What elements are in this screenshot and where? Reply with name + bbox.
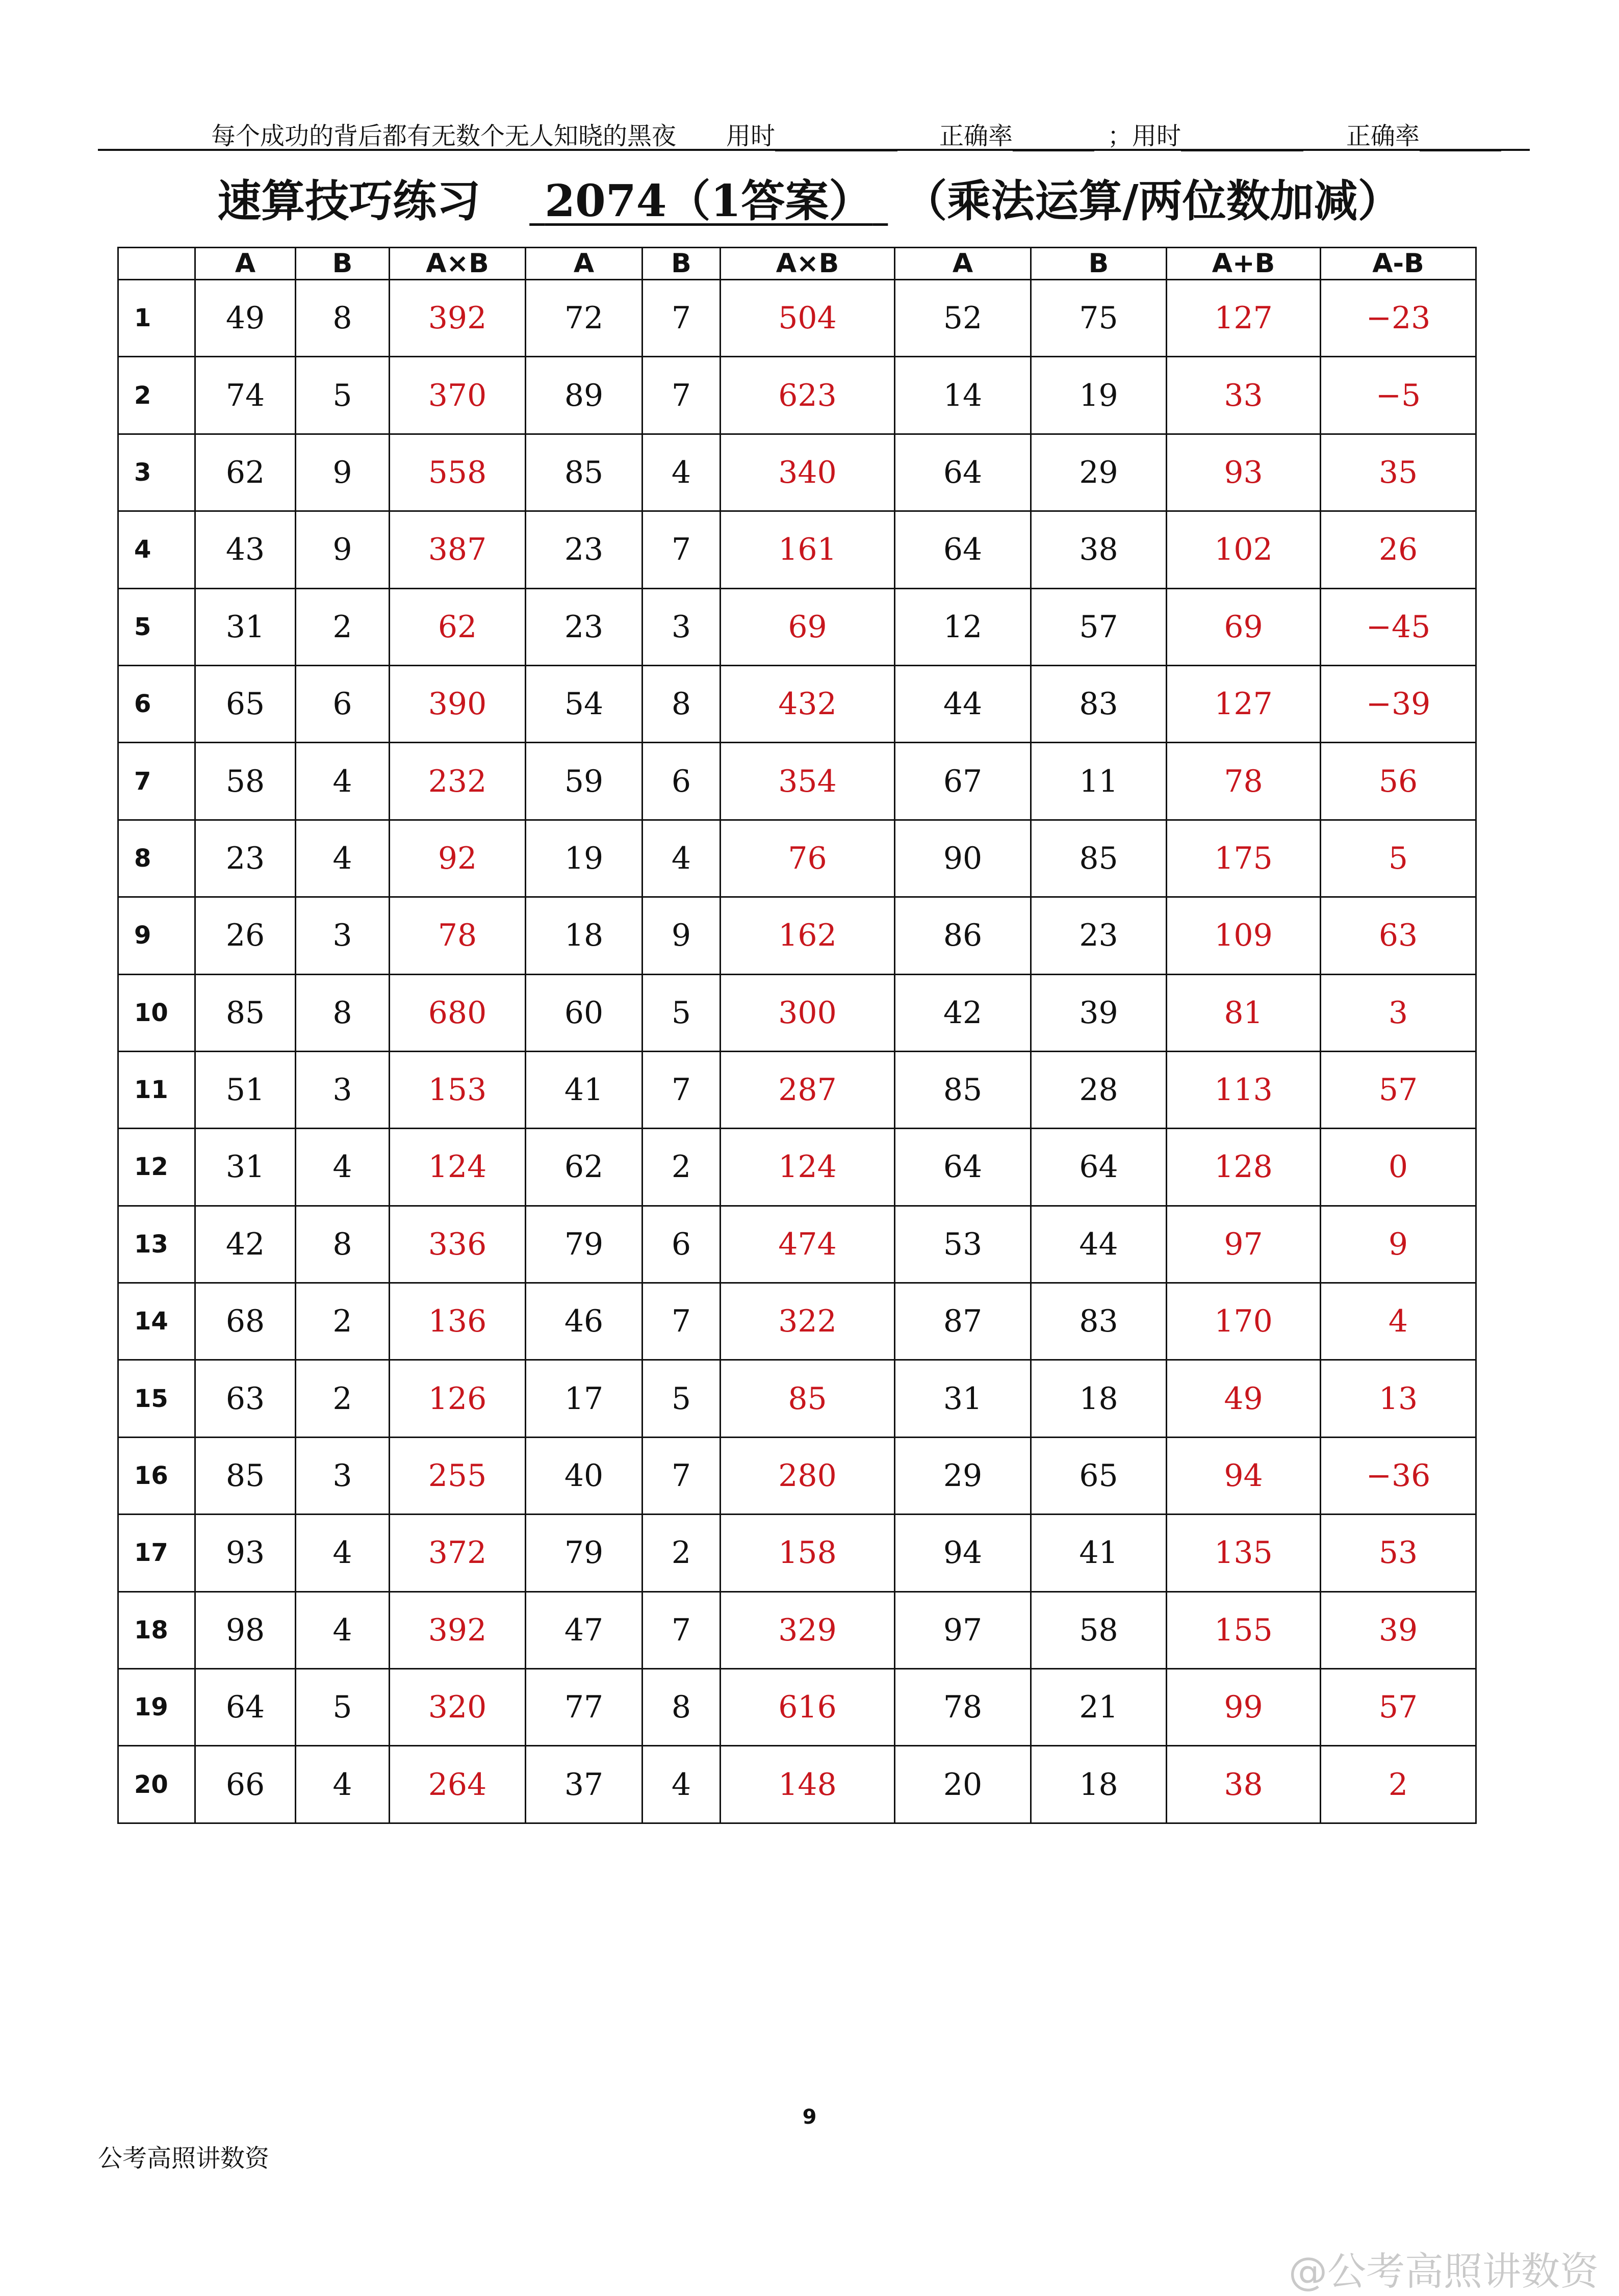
operand-cell: 21 <box>1031 1669 1167 1746</box>
table-row <box>118 665 1476 742</box>
operand-cell: 98 <box>195 1591 296 1668</box>
answer-cell: 680 <box>390 974 526 1051</box>
row-number: 4 <box>118 511 195 588</box>
operand-cell: 52 <box>895 280 1031 357</box>
answer-cell: 390 <box>390 665 526 742</box>
row-number: 15 <box>118 1360 195 1437</box>
operand-cell: 63 <box>195 1360 296 1437</box>
operand-cell: 66 <box>195 1746 296 1823</box>
column-header: A×B <box>721 248 895 280</box>
operand-cell: 6 <box>643 743 721 820</box>
column-header: B <box>1031 248 1167 280</box>
time-blank-2 <box>1181 127 1303 151</box>
row-number: 20 <box>118 1746 195 1823</box>
operand-cell: 42 <box>195 1206 296 1283</box>
operand-cell: 85 <box>895 1051 1031 1128</box>
answer-cell: −23 <box>1321 280 1476 357</box>
column-header <box>118 248 195 280</box>
answer-cell: 148 <box>721 1746 895 1823</box>
answer-cell: 63 <box>1321 897 1476 974</box>
answer-cell: 135 <box>1167 1515 1321 1591</box>
operand-cell: 3 <box>643 588 721 665</box>
answer-cell: 57 <box>1321 1669 1476 1746</box>
accuracy-field-2 <box>1346 116 1501 151</box>
operand-cell: 29 <box>1031 434 1167 511</box>
operand-cell: 58 <box>1031 1591 1167 1668</box>
row-number: 18 <box>118 1591 195 1668</box>
row-number: 16 <box>118 1437 195 1514</box>
answer-cell: 287 <box>721 1051 895 1128</box>
motto: 每个成功的背后都有无数个无人知晓的黑夜 <box>211 122 677 150</box>
answer-cell: 53 <box>1321 1515 1476 1591</box>
answer-cell: 124 <box>721 1129 895 1206</box>
operand-cell: 89 <box>526 357 643 434</box>
answer-cell: 33 <box>1167 357 1321 434</box>
answer-cell: 26 <box>1321 511 1476 588</box>
answer-cell: 127 <box>1167 280 1321 357</box>
table-row <box>118 974 1476 1051</box>
table-row <box>118 434 1476 511</box>
answer-cell: 78 <box>1167 743 1321 820</box>
time-label-2: 用时 <box>1132 122 1181 150</box>
answer-cell: 155 <box>1167 1591 1321 1668</box>
table-row <box>118 511 1476 588</box>
answer-cell: 0 <box>1321 1129 1476 1206</box>
operand-cell: 49 <box>195 280 296 357</box>
operand-cell: 62 <box>195 434 296 511</box>
answer-cell: 392 <box>390 280 526 357</box>
answer-cell: 392 <box>390 1591 526 1668</box>
operand-cell: 7 <box>643 1591 721 1668</box>
operand-cell: 65 <box>195 665 296 742</box>
page-title <box>0 166 1619 229</box>
operand-cell: 51 <box>195 1051 296 1128</box>
operand-cell: 5 <box>296 1669 390 1746</box>
operand-cell: 23 <box>526 588 643 665</box>
operand-cell: 23 <box>526 511 643 588</box>
operand-cell: 4 <box>296 1515 390 1591</box>
operand-cell: 67 <box>895 743 1031 820</box>
answer-cell: −36 <box>1321 1437 1476 1514</box>
operand-cell: 2 <box>296 588 390 665</box>
operand-cell: 19 <box>526 820 643 897</box>
operand-cell: 86 <box>895 897 1031 974</box>
column-header: A×B <box>390 248 526 280</box>
operand-cell: 79 <box>526 1515 643 1591</box>
answer-cell: 62 <box>390 588 526 665</box>
answer-cell: 113 <box>1167 1051 1321 1128</box>
operand-cell: 11 <box>1031 743 1167 820</box>
operand-cell: 7 <box>643 357 721 434</box>
table-row <box>118 588 1476 665</box>
operand-cell: 7 <box>643 1437 721 1514</box>
row-number: 9 <box>118 897 195 974</box>
page-number: 9 <box>802 2105 817 2129</box>
row-number: 3 <box>118 434 195 511</box>
operand-cell: 59 <box>526 743 643 820</box>
operand-cell: 4 <box>296 743 390 820</box>
operand-cell: 20 <box>895 1746 1031 1823</box>
table-row <box>118 1283 1476 1360</box>
accuracy-label-1: 正确率 <box>939 122 1013 150</box>
table-row <box>118 1206 1476 1283</box>
row-number: 17 <box>118 1515 195 1591</box>
operand-cell: 18 <box>1031 1360 1167 1437</box>
table-row <box>118 743 1476 820</box>
answer-cell: 329 <box>721 1591 895 1668</box>
operand-cell: 31 <box>195 588 296 665</box>
operand-cell: 6 <box>296 665 390 742</box>
operand-cell: 8 <box>643 1669 721 1746</box>
answer-cell: 320 <box>390 1669 526 1746</box>
operand-cell: 4 <box>296 1746 390 1823</box>
answer-cell: 5 <box>1321 820 1476 897</box>
operand-cell: 4 <box>296 1591 390 1668</box>
operand-cell: 58 <box>195 743 296 820</box>
answer-cell: 161 <box>721 511 895 588</box>
operand-cell: 14 <box>895 357 1031 434</box>
table-row <box>118 280 1476 357</box>
operand-cell: 93 <box>195 1515 296 1591</box>
answer-cell: 3 <box>1321 974 1476 1051</box>
operand-cell: 78 <box>895 1669 1031 1746</box>
answer-cell: 623 <box>721 357 895 434</box>
column-header: A <box>195 248 296 280</box>
operand-cell: 43 <box>195 511 296 588</box>
column-header: A+B <box>1167 248 1321 280</box>
answer-cell: 322 <box>721 1283 895 1360</box>
operand-cell: 72 <box>526 280 643 357</box>
operand-cell: 47 <box>526 1591 643 1668</box>
operand-cell: 4 <box>643 434 721 511</box>
operand-cell: 90 <box>895 820 1031 897</box>
table-row <box>118 1437 1476 1514</box>
answer-cell: 175 <box>1167 820 1321 897</box>
operand-cell: 64 <box>195 1669 296 1746</box>
answer-cell: 49 <box>1167 1360 1321 1437</box>
table-row <box>118 1051 1476 1128</box>
operand-cell: 44 <box>1031 1206 1167 1283</box>
operand-cell: 85 <box>195 1437 296 1514</box>
header-row <box>118 248 1476 280</box>
operand-cell: 97 <box>895 1591 1031 1668</box>
answer-cell: 370 <box>390 357 526 434</box>
table-row <box>118 357 1476 434</box>
watermark: @公考高照讲数资 <box>1289 2249 1599 2294</box>
answer-cell: 336 <box>390 1206 526 1283</box>
answer-cell: 558 <box>390 434 526 511</box>
answer-cell: 13 <box>1321 1360 1476 1437</box>
answer-cell: 504 <box>721 280 895 357</box>
accuracy-blank-1 <box>1013 127 1094 151</box>
operand-cell: 2 <box>296 1283 390 1360</box>
operand-cell: 41 <box>1031 1515 1167 1591</box>
answer-table <box>117 247 1477 1824</box>
answer-cell: 280 <box>721 1437 895 1514</box>
time-field-1 <box>726 116 897 151</box>
answer-cell: 4 <box>1321 1283 1476 1360</box>
operand-cell: 2 <box>643 1515 721 1591</box>
answer-cell: 56 <box>1321 743 1476 820</box>
operand-cell: 29 <box>895 1437 1031 1514</box>
row-number: 8 <box>118 820 195 897</box>
operand-cell: 39 <box>1031 974 1167 1051</box>
operand-cell: 65 <box>1031 1437 1167 1514</box>
answer-cell: −5 <box>1321 357 1476 434</box>
operand-cell: 83 <box>1031 1283 1167 1360</box>
operand-cell: 60 <box>526 974 643 1051</box>
operand-cell: 3 <box>296 897 390 974</box>
answer-cell: 158 <box>721 1515 895 1591</box>
operand-cell: 23 <box>195 820 296 897</box>
answer-cell: 78 <box>390 897 526 974</box>
answer-cell: 127 <box>1167 665 1321 742</box>
operand-cell: 53 <box>895 1206 1031 1283</box>
operand-cell: 79 <box>526 1206 643 1283</box>
operand-cell: 9 <box>643 897 721 974</box>
operand-cell: 6 <box>643 1206 721 1283</box>
operand-cell: 8 <box>296 280 390 357</box>
answer-cell: 170 <box>1167 1283 1321 1360</box>
operand-cell: 28 <box>1031 1051 1167 1128</box>
time-field-2 <box>1132 116 1303 151</box>
accuracy-label-2: 正确率 <box>1346 122 1420 150</box>
answer-cell: 76 <box>721 820 895 897</box>
operand-cell: 41 <box>526 1051 643 1128</box>
operand-cell: 40 <box>526 1437 643 1514</box>
operand-cell: 46 <box>526 1283 643 1360</box>
operand-cell: 74 <box>195 357 296 434</box>
operand-cell: 44 <box>895 665 1031 742</box>
column-header: B <box>296 248 390 280</box>
row-number: 5 <box>118 588 195 665</box>
operand-cell: 64 <box>895 511 1031 588</box>
operand-cell: 18 <box>1031 1746 1167 1823</box>
operand-cell: 5 <box>643 974 721 1051</box>
operand-cell: 57 <box>1031 588 1167 665</box>
answer-cell: 264 <box>390 1746 526 1823</box>
answer-cell: 94 <box>1167 1437 1321 1514</box>
answer-cell: 153 <box>390 1051 526 1128</box>
answer-cell: 69 <box>1167 588 1321 665</box>
table-row <box>118 1360 1476 1437</box>
operand-cell: 83 <box>1031 665 1167 742</box>
answer-cell: 354 <box>721 743 895 820</box>
operand-cell: 9 <box>296 511 390 588</box>
row-number: 19 <box>118 1669 195 1746</box>
title-prefix: 速算技巧练习 <box>217 175 481 227</box>
answer-cell: 372 <box>390 1515 526 1591</box>
column-header: A <box>526 248 643 280</box>
operand-cell: 62 <box>526 1129 643 1206</box>
operand-cell: 17 <box>526 1360 643 1437</box>
operand-cell: 85 <box>195 974 296 1051</box>
time-label-1: 用时 <box>726 122 776 150</box>
operand-cell: 64 <box>1031 1129 1167 1206</box>
operand-cell: 3 <box>296 1051 390 1128</box>
operand-cell: 18 <box>526 897 643 974</box>
operand-cell: 54 <box>526 665 643 742</box>
operand-cell: 4 <box>643 1746 721 1823</box>
answer-cell: 81 <box>1167 974 1321 1051</box>
operand-cell: 7 <box>643 280 721 357</box>
answer-cell: 9 <box>1321 1206 1476 1283</box>
answer-cell: 2 <box>1321 1746 1476 1823</box>
answer-cell: 92 <box>390 820 526 897</box>
operand-cell: 37 <box>526 1746 643 1823</box>
operand-cell: 31 <box>195 1129 296 1206</box>
answer-cell: 85 <box>721 1360 895 1437</box>
title-code: 2074（1答案） <box>545 175 873 227</box>
row-number: 2 <box>118 357 195 434</box>
table-row <box>118 1515 1476 1591</box>
answer-cell: −39 <box>1321 665 1476 742</box>
page-header <box>98 113 1530 151</box>
answer-cell: 35 <box>1321 434 1476 511</box>
operand-cell: 7 <box>643 511 721 588</box>
row-number: 12 <box>118 1129 195 1206</box>
row-number: 11 <box>118 1051 195 1128</box>
answer-cell: 99 <box>1167 1669 1321 1746</box>
answer-cell: 124 <box>390 1129 526 1206</box>
operand-cell: 85 <box>1031 820 1167 897</box>
table-row <box>118 820 1476 897</box>
table-row <box>118 1746 1476 1823</box>
operand-cell: 42 <box>895 974 1031 1051</box>
operand-cell: 64 <box>895 434 1031 511</box>
footer-text: 公考高照讲数资 <box>98 2144 270 2173</box>
answer-cell: 616 <box>721 1669 895 1746</box>
answer-cell: 162 <box>721 897 895 974</box>
answer-cell: 432 <box>721 665 895 742</box>
operand-cell: 9 <box>296 434 390 511</box>
answer-cell: −45 <box>1321 588 1476 665</box>
column-header: B <box>643 248 721 280</box>
row-number: 14 <box>118 1283 195 1360</box>
operand-cell: 85 <box>526 434 643 511</box>
operand-cell: 68 <box>195 1283 296 1360</box>
answer-cell: 109 <box>1167 897 1321 974</box>
title-suffix: （乘法运算/两位数加减） <box>903 175 1402 227</box>
answer-cell: 102 <box>1167 511 1321 588</box>
answer-cell: 340 <box>721 434 895 511</box>
answer-cell: 232 <box>390 743 526 820</box>
operand-cell: 23 <box>1031 897 1167 974</box>
operand-cell: 2 <box>643 1129 721 1206</box>
answer-cell: 128 <box>1167 1129 1321 1206</box>
column-header: A-B <box>1321 248 1476 280</box>
table-row <box>118 1129 1476 1206</box>
answer-cell: 97 <box>1167 1206 1321 1283</box>
operand-cell: 75 <box>1031 280 1167 357</box>
row-number: 1 <box>118 280 195 357</box>
operand-cell: 8 <box>643 665 721 742</box>
answer-cell: 300 <box>721 974 895 1051</box>
operand-cell: 26 <box>195 897 296 974</box>
operand-cell: 31 <box>895 1360 1031 1437</box>
operand-cell: 38 <box>1031 511 1167 588</box>
answer-cell: 69 <box>721 588 895 665</box>
answer-cell: 93 <box>1167 434 1321 511</box>
operand-cell: 5 <box>296 357 390 434</box>
operand-cell: 8 <box>296 1206 390 1283</box>
row-number: 6 <box>118 665 195 742</box>
answer-cell: 57 <box>1321 1051 1476 1128</box>
table-row <box>118 1669 1476 1746</box>
answer-cell: 387 <box>390 511 526 588</box>
answer-cell: 255 <box>390 1437 526 1514</box>
column-header: A <box>895 248 1031 280</box>
table-row <box>118 897 1476 974</box>
operand-cell: 12 <box>895 588 1031 665</box>
separator: ； <box>1108 122 1133 150</box>
operand-cell: 4 <box>296 1129 390 1206</box>
answer-cell: 474 <box>721 1206 895 1283</box>
operand-cell: 64 <box>895 1129 1031 1206</box>
table-row <box>118 1591 1476 1668</box>
operand-cell: 5 <box>643 1360 721 1437</box>
operand-cell: 2 <box>296 1360 390 1437</box>
row-number: 7 <box>118 743 195 820</box>
operand-cell: 87 <box>895 1283 1031 1360</box>
accuracy-blank-2 <box>1420 127 1501 151</box>
answer-cell: 126 <box>390 1360 526 1437</box>
row-number: 10 <box>118 974 195 1051</box>
row-number: 13 <box>118 1206 195 1283</box>
operand-cell: 7 <box>643 1283 721 1360</box>
operand-cell: 8 <box>296 974 390 1051</box>
answer-cell: 38 <box>1167 1746 1321 1823</box>
answer-cell: 39 <box>1321 1591 1476 1668</box>
time-blank-1 <box>775 127 897 151</box>
accuracy-field-1 <box>939 116 1094 151</box>
operand-cell: 94 <box>895 1515 1031 1591</box>
answer-cell: 136 <box>390 1283 526 1360</box>
operand-cell: 77 <box>526 1669 643 1746</box>
operand-cell: 7 <box>643 1051 721 1128</box>
operand-cell: 19 <box>1031 357 1167 434</box>
operand-cell: 4 <box>643 820 721 897</box>
operand-cell: 3 <box>296 1437 390 1514</box>
operand-cell: 4 <box>296 820 390 897</box>
